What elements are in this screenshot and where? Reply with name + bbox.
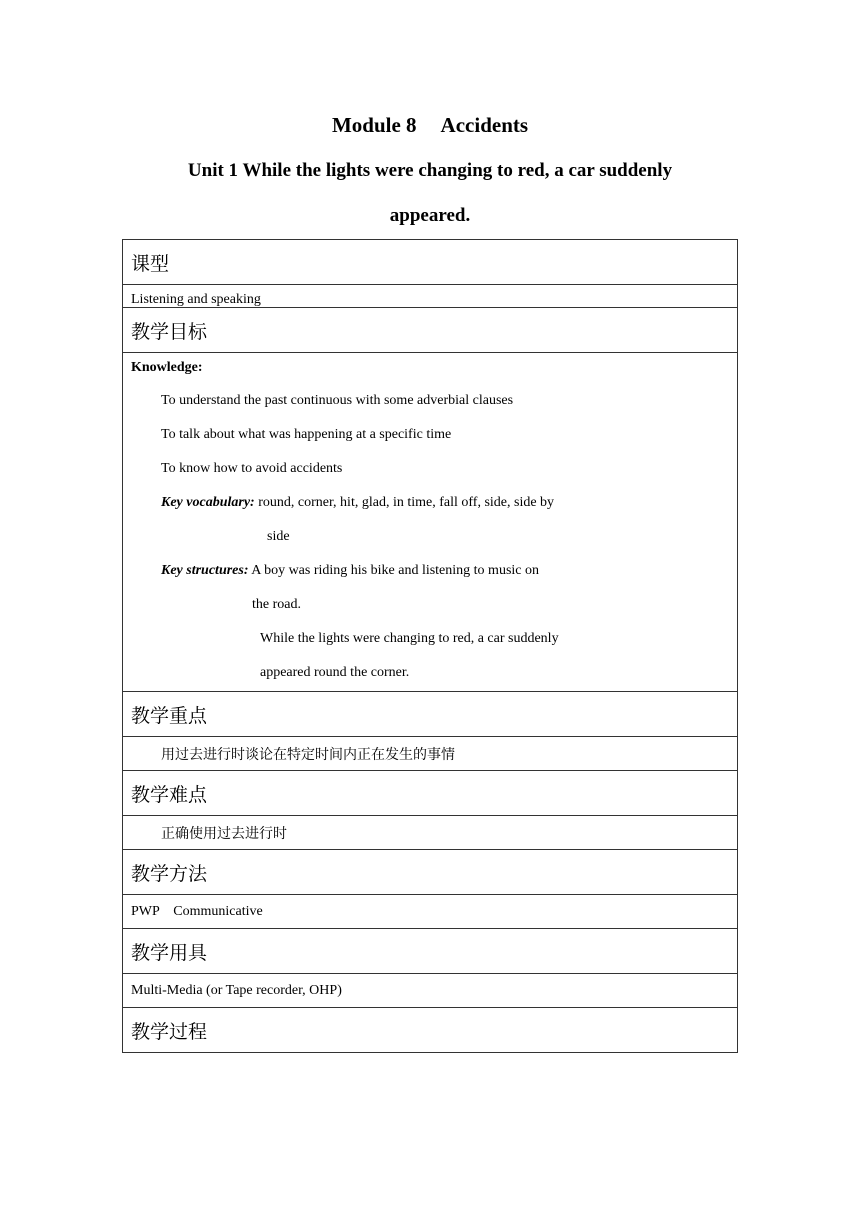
process-heading-row: [123, 1008, 738, 1053]
tools-heading-row: [123, 929, 738, 974]
structure-1-text: A boy was riding his bike and listening to music on: [251, 563, 539, 578]
type-value-row: [123, 285, 738, 308]
type-heading-row: [123, 240, 738, 285]
methods-heading-row: [123, 850, 738, 895]
structure-2-line-1: While the lights were changing to red, a car suddenly: [260, 631, 559, 646]
knowledge-label: Knowledge:: [131, 360, 203, 375]
tools-row: [123, 974, 738, 1008]
structure-1-line-1: [161, 563, 539, 579]
type-heading: 课型: [123, 240, 738, 285]
methods-heading: 教学方法: [123, 850, 738, 895]
key-points-heading-row: [123, 692, 738, 737]
objectives-heading: 教学目标: [123, 308, 738, 353]
vocab-words: round, corner, hit, glad, in time, fall off, side, side by: [258, 495, 555, 510]
process-heading: 教学过程: [123, 1008, 738, 1053]
unit-title-line2: appeared.: [389, 205, 471, 226]
key-points-value: 用过去进行时谈论在特定时间内正在发生的事情: [123, 737, 738, 771]
unit-title-line1: Unit 1 While the lights were changing to red, a car suddenly: [187, 160, 673, 181]
difficulties-heading: 教学难点: [123, 771, 738, 816]
vocab-line-1: [161, 495, 554, 511]
type-value: Listening and speaking: [123, 285, 738, 308]
module-topic: Accidents: [440, 113, 529, 137]
vocab-line-2: side: [267, 529, 290, 544]
difficulties-value: 正确使用过去进行时: [123, 816, 738, 850]
objective-1: To understand the past continuous with some adverbial clauses: [161, 393, 514, 408]
methods-row: [123, 895, 738, 929]
objective-3: To know how to avoid accidents: [161, 461, 343, 476]
tools-heading: 教学用具: [123, 929, 738, 974]
tools-value: Multi-Media (or Tape recorder, OHP): [123, 974, 738, 1008]
structure-2-line-2: appeared round the corner.: [260, 665, 410, 680]
methods-value: PWP Communicative: [123, 895, 738, 929]
objectives-row: [123, 353, 738, 692]
objectives-heading-row: [123, 308, 738, 353]
difficulties-row: [123, 816, 738, 850]
key-points-heading: 教学重点: [123, 692, 738, 737]
lesson-plan-table: [122, 239, 738, 1053]
module-number: Module 8: [331, 113, 417, 137]
structures-label: Key structures:: [161, 563, 249, 578]
structure-1-line-2: the road.: [252, 597, 301, 612]
key-points-row: [123, 737, 738, 771]
vocab-label: Key vocabulary:: [161, 495, 255, 510]
difficulties-heading-row: [123, 771, 738, 816]
objective-2: To talk about what was happening at a specific time: [161, 427, 452, 442]
module-title: [0, 113, 860, 138]
objectives-cell: [123, 353, 738, 692]
